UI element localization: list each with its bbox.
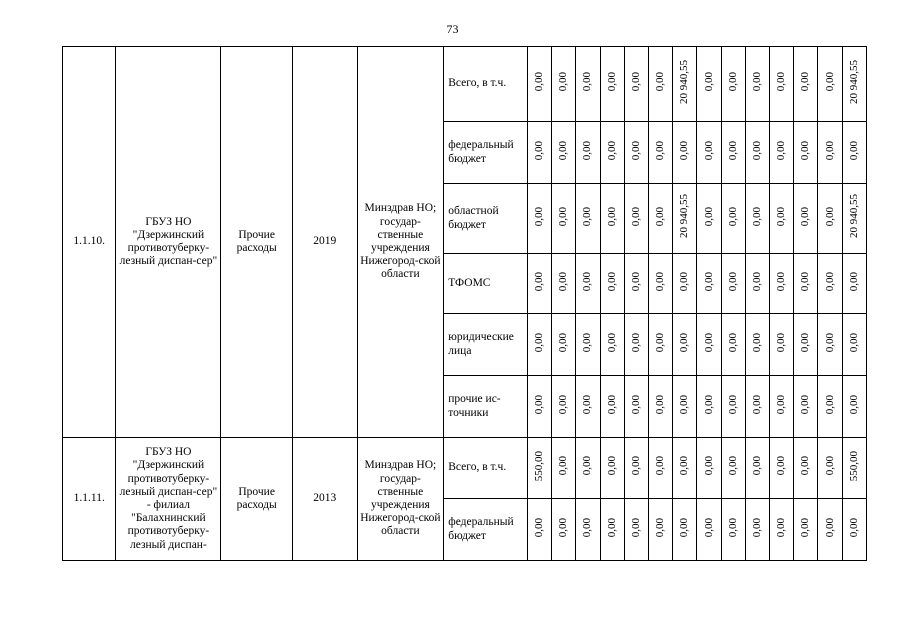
value-text: 0,00 [799, 271, 812, 292]
value-text: 0,00 [654, 332, 667, 353]
value-text: 0,00 [750, 206, 763, 227]
value-text: 0,00 [702, 332, 715, 353]
value-text: 0,00 [750, 140, 763, 161]
value-cell [673, 314, 697, 376]
value-cell [552, 314, 576, 376]
funding-source: федеральный бюджет [444, 499, 528, 561]
value-text: 0,00 [702, 206, 715, 227]
value-cell [745, 122, 769, 184]
executor: Минздрав НО; государ-ственные учреждения Нижегород-ской области [357, 47, 444, 438]
value-text: 0,00 [799, 456, 812, 476]
table-row [63, 47, 867, 122]
value-text: 0,00 [581, 72, 594, 92]
value-cell [818, 184, 842, 254]
value-text: 0,00 [847, 517, 860, 538]
entry-number: 1.1.11. [63, 438, 116, 561]
entry-number: 1.1.10. [63, 47, 116, 438]
value-cell [794, 184, 818, 254]
value-cell [745, 376, 769, 438]
value-cell [600, 122, 624, 184]
value-cell [842, 47, 866, 122]
value-text: 0,00 [533, 271, 546, 292]
value-cell [818, 254, 842, 314]
value-text: 550,00 [533, 450, 546, 482]
value-cell [624, 314, 648, 376]
value-text: 0,00 [823, 206, 836, 227]
value-cell [649, 376, 673, 438]
value-text: 0,00 [678, 271, 691, 292]
value-text: 0,00 [581, 332, 594, 353]
value-cell [527, 122, 551, 184]
value-text: 0,00 [605, 72, 618, 92]
value-cell [600, 314, 624, 376]
value-text: 0,00 [750, 72, 763, 92]
value-text: 0,00 [847, 271, 860, 292]
value-text: 0,00 [823, 271, 836, 292]
value-cell [624, 122, 648, 184]
value-cell [745, 254, 769, 314]
funding-source: ТФОМС [444, 254, 528, 314]
value-cell [770, 184, 794, 254]
value-cell [818, 314, 842, 376]
value-text: 0,00 [629, 517, 642, 538]
value-cell [770, 376, 794, 438]
value-cell [600, 499, 624, 561]
value-cell [576, 122, 600, 184]
value-cell [721, 184, 745, 254]
value-text: 0,00 [726, 271, 739, 292]
value-cell [527, 254, 551, 314]
value-text: 0,00 [775, 456, 788, 476]
value-text: 0,00 [654, 72, 667, 92]
value-cell [721, 254, 745, 314]
value-text: 0,00 [629, 456, 642, 476]
value-cell [842, 254, 866, 314]
value-text: 0,00 [654, 271, 667, 292]
value-cell [673, 438, 697, 499]
value-cell [842, 122, 866, 184]
value-text: 0,00 [557, 394, 570, 415]
value-cell [649, 254, 673, 314]
value-cell [552, 47, 576, 122]
value-text: 0,00 [702, 394, 715, 415]
value-cell [770, 499, 794, 561]
value-text: 0,00 [775, 72, 788, 92]
value-cell [552, 376, 576, 438]
value-text: 0,00 [678, 394, 691, 415]
value-text: 0,00 [823, 140, 836, 161]
value-text: 0,00 [726, 72, 739, 92]
value-cell [721, 438, 745, 499]
value-text: 0,00 [799, 206, 812, 227]
value-cell [818, 376, 842, 438]
expense-type: Прочие расходы [221, 438, 293, 561]
value-text: 0,00 [702, 517, 715, 538]
value-text: 0,00 [775, 271, 788, 292]
value-text: 0,00 [799, 140, 812, 161]
value-cell [527, 438, 551, 499]
value-cell [552, 438, 576, 499]
value-text: 0,00 [557, 271, 570, 292]
funding-source: юридические лица [444, 314, 528, 376]
value-text: 0,00 [629, 72, 642, 92]
value-text: 0,00 [702, 140, 715, 161]
value-cell [673, 47, 697, 122]
value-cell [721, 376, 745, 438]
year: 2013 [292, 438, 357, 561]
value-text: 0,00 [533, 140, 546, 161]
value-cell [576, 376, 600, 438]
funding-source: федеральный бюджет [444, 122, 528, 184]
table-row [63, 438, 867, 499]
value-cell [745, 438, 769, 499]
value-text: 20 940,55 [847, 194, 860, 239]
value-cell [527, 314, 551, 376]
value-text: 0,00 [533, 332, 546, 353]
value-text: 0,00 [654, 206, 667, 227]
value-text: 0,00 [847, 332, 860, 353]
value-cell [842, 499, 866, 561]
value-text: 0,00 [557, 140, 570, 161]
value-cell [576, 47, 600, 122]
value-cell [673, 254, 697, 314]
value-cell [721, 499, 745, 561]
value-cell [624, 376, 648, 438]
value-text: 0,00 [823, 394, 836, 415]
value-cell [697, 47, 721, 122]
value-cell [842, 438, 866, 499]
value-cell [527, 47, 551, 122]
value-cell [770, 314, 794, 376]
value-text: 0,00 [847, 140, 860, 161]
year: 2019 [292, 47, 357, 438]
value-cell [649, 438, 673, 499]
value-cell [527, 499, 551, 561]
value-cell [649, 47, 673, 122]
value-cell [794, 314, 818, 376]
value-cell [649, 499, 673, 561]
value-text: 0,00 [726, 140, 739, 161]
value-text: 0,00 [726, 517, 739, 538]
value-cell [552, 254, 576, 314]
value-text: 0,00 [605, 271, 618, 292]
value-text: 0,00 [533, 206, 546, 227]
value-cell [576, 499, 600, 561]
value-text: 0,00 [605, 206, 618, 227]
value-text: 0,00 [726, 332, 739, 353]
value-cell [576, 254, 600, 314]
value-text: 0,00 [629, 271, 642, 292]
value-cell [552, 122, 576, 184]
value-text: 0,00 [726, 394, 739, 415]
value-text: 0,00 [605, 332, 618, 353]
value-text: 0,00 [533, 72, 546, 92]
value-text: 0,00 [775, 206, 788, 227]
value-text: 0,00 [581, 271, 594, 292]
value-cell [600, 47, 624, 122]
value-text: 0,00 [750, 456, 763, 476]
value-cell [600, 438, 624, 499]
value-cell [649, 314, 673, 376]
value-text: 550,00 [847, 450, 860, 482]
value-text: 0,00 [629, 206, 642, 227]
value-text: 0,00 [654, 394, 667, 415]
value-text: 0,00 [799, 72, 812, 92]
expense-type: Прочие расходы [221, 47, 293, 438]
value-cell [600, 184, 624, 254]
value-text: 0,00 [678, 332, 691, 353]
value-text: 0,00 [750, 394, 763, 415]
value-cell [818, 47, 842, 122]
value-text: 0,00 [581, 140, 594, 161]
value-cell [794, 122, 818, 184]
value-cell [721, 122, 745, 184]
value-cell [745, 314, 769, 376]
value-cell [576, 314, 600, 376]
value-cell [673, 184, 697, 254]
value-cell [794, 499, 818, 561]
value-cell [770, 254, 794, 314]
value-cell [552, 184, 576, 254]
value-cell [770, 47, 794, 122]
value-text: 0,00 [823, 72, 836, 92]
value-cell [842, 314, 866, 376]
value-text: 0,00 [775, 394, 788, 415]
value-cell [818, 499, 842, 561]
value-text: 0,00 [654, 140, 667, 161]
value-text: 0,00 [750, 517, 763, 538]
value-text: 0,00 [581, 206, 594, 227]
value-cell [697, 254, 721, 314]
value-text: 0,00 [581, 394, 594, 415]
value-text: 0,00 [847, 394, 860, 415]
funding-source: Всего, в т.ч. [444, 438, 528, 499]
value-cell [649, 184, 673, 254]
value-cell [624, 438, 648, 499]
value-cell [576, 438, 600, 499]
value-text: 20 940,55 [847, 59, 860, 104]
value-cell [794, 376, 818, 438]
value-text: 0,00 [823, 517, 836, 538]
value-cell [600, 254, 624, 314]
value-cell [576, 184, 600, 254]
value-cell [697, 122, 721, 184]
value-text: 0,00 [533, 517, 546, 538]
value-text: 0,00 [799, 394, 812, 415]
value-cell [527, 376, 551, 438]
value-text: 0,00 [702, 72, 715, 92]
value-cell [624, 254, 648, 314]
value-cell [842, 184, 866, 254]
value-cell [600, 376, 624, 438]
value-cell [527, 184, 551, 254]
value-cell [673, 376, 697, 438]
value-cell [770, 438, 794, 499]
funding-source: областной бюджет [444, 184, 528, 254]
value-cell [552, 499, 576, 561]
value-text: 0,00 [775, 517, 788, 538]
value-cell [745, 47, 769, 122]
value-text: 0,00 [654, 456, 667, 476]
value-text: 0,00 [557, 456, 570, 476]
value-cell [745, 184, 769, 254]
executor: Минздрав НО; государ-ственные учреждения Нижегород-ской области [357, 438, 444, 561]
organization-name: ГБУЗ НО "Дзержинский противотуберку-лезный диспан-сер" [116, 47, 221, 438]
value-text: 0,00 [750, 332, 763, 353]
value-text: 0,00 [605, 394, 618, 415]
funding-source: прочие ис-точники [444, 376, 528, 438]
value-cell [697, 376, 721, 438]
value-text: 0,00 [775, 140, 788, 161]
value-cell [770, 122, 794, 184]
value-text: 0,00 [629, 394, 642, 415]
value-text: 0,00 [702, 271, 715, 292]
value-text: 0,00 [799, 332, 812, 353]
value-text: 0,00 [702, 456, 715, 476]
value-cell [697, 438, 721, 499]
organization-name: ГБУЗ НО "Дзержинский противотуберку-лезный диспан-сер" - филиал "Балахнинский противотуберку-лезный диспан- [116, 438, 221, 561]
page-number: 73 [446, 22, 459, 36]
value-cell [624, 499, 648, 561]
value-text: 0,00 [581, 517, 594, 538]
value-cell [794, 47, 818, 122]
value-text: 0,00 [678, 517, 691, 538]
funding-source: Всего, в т.ч. [444, 47, 528, 122]
value-text: 0,00 [557, 332, 570, 353]
value-cell [697, 314, 721, 376]
value-text: 0,00 [629, 140, 642, 161]
value-cell [673, 122, 697, 184]
value-text: 0,00 [557, 206, 570, 227]
value-cell [794, 254, 818, 314]
value-text: 20 940,55 [678, 194, 691, 239]
value-cell [818, 122, 842, 184]
value-text: 0,00 [605, 517, 618, 538]
value-cell [721, 314, 745, 376]
value-text: 0,00 [823, 332, 836, 353]
value-cell [818, 438, 842, 499]
value-cell [624, 47, 648, 122]
value-text: 0,00 [605, 140, 618, 161]
value-text: 0,00 [678, 456, 691, 476]
value-text: 0,00 [654, 517, 667, 538]
value-text: 20 940,55 [678, 59, 691, 104]
value-text: 0,00 [557, 72, 570, 92]
value-cell [697, 499, 721, 561]
value-text: 0,00 [750, 271, 763, 292]
value-text: 0,00 [799, 517, 812, 538]
value-cell [794, 438, 818, 499]
value-text: 0,00 [726, 456, 739, 476]
value-text: 0,00 [823, 456, 836, 476]
budget-table [62, 46, 867, 561]
value-text: 0,00 [629, 332, 642, 353]
value-text: 0,00 [581, 456, 594, 476]
value-text: 0,00 [533, 394, 546, 415]
value-text: 0,00 [726, 206, 739, 227]
value-text: 0,00 [605, 456, 618, 476]
value-text: 0,00 [557, 517, 570, 538]
value-cell [673, 499, 697, 561]
value-cell [842, 376, 866, 438]
value-cell [624, 184, 648, 254]
value-text: 0,00 [775, 332, 788, 353]
value-text: 0,00 [678, 140, 691, 161]
value-cell [721, 47, 745, 122]
value-cell [745, 499, 769, 561]
value-cell [697, 184, 721, 254]
value-cell [649, 122, 673, 184]
